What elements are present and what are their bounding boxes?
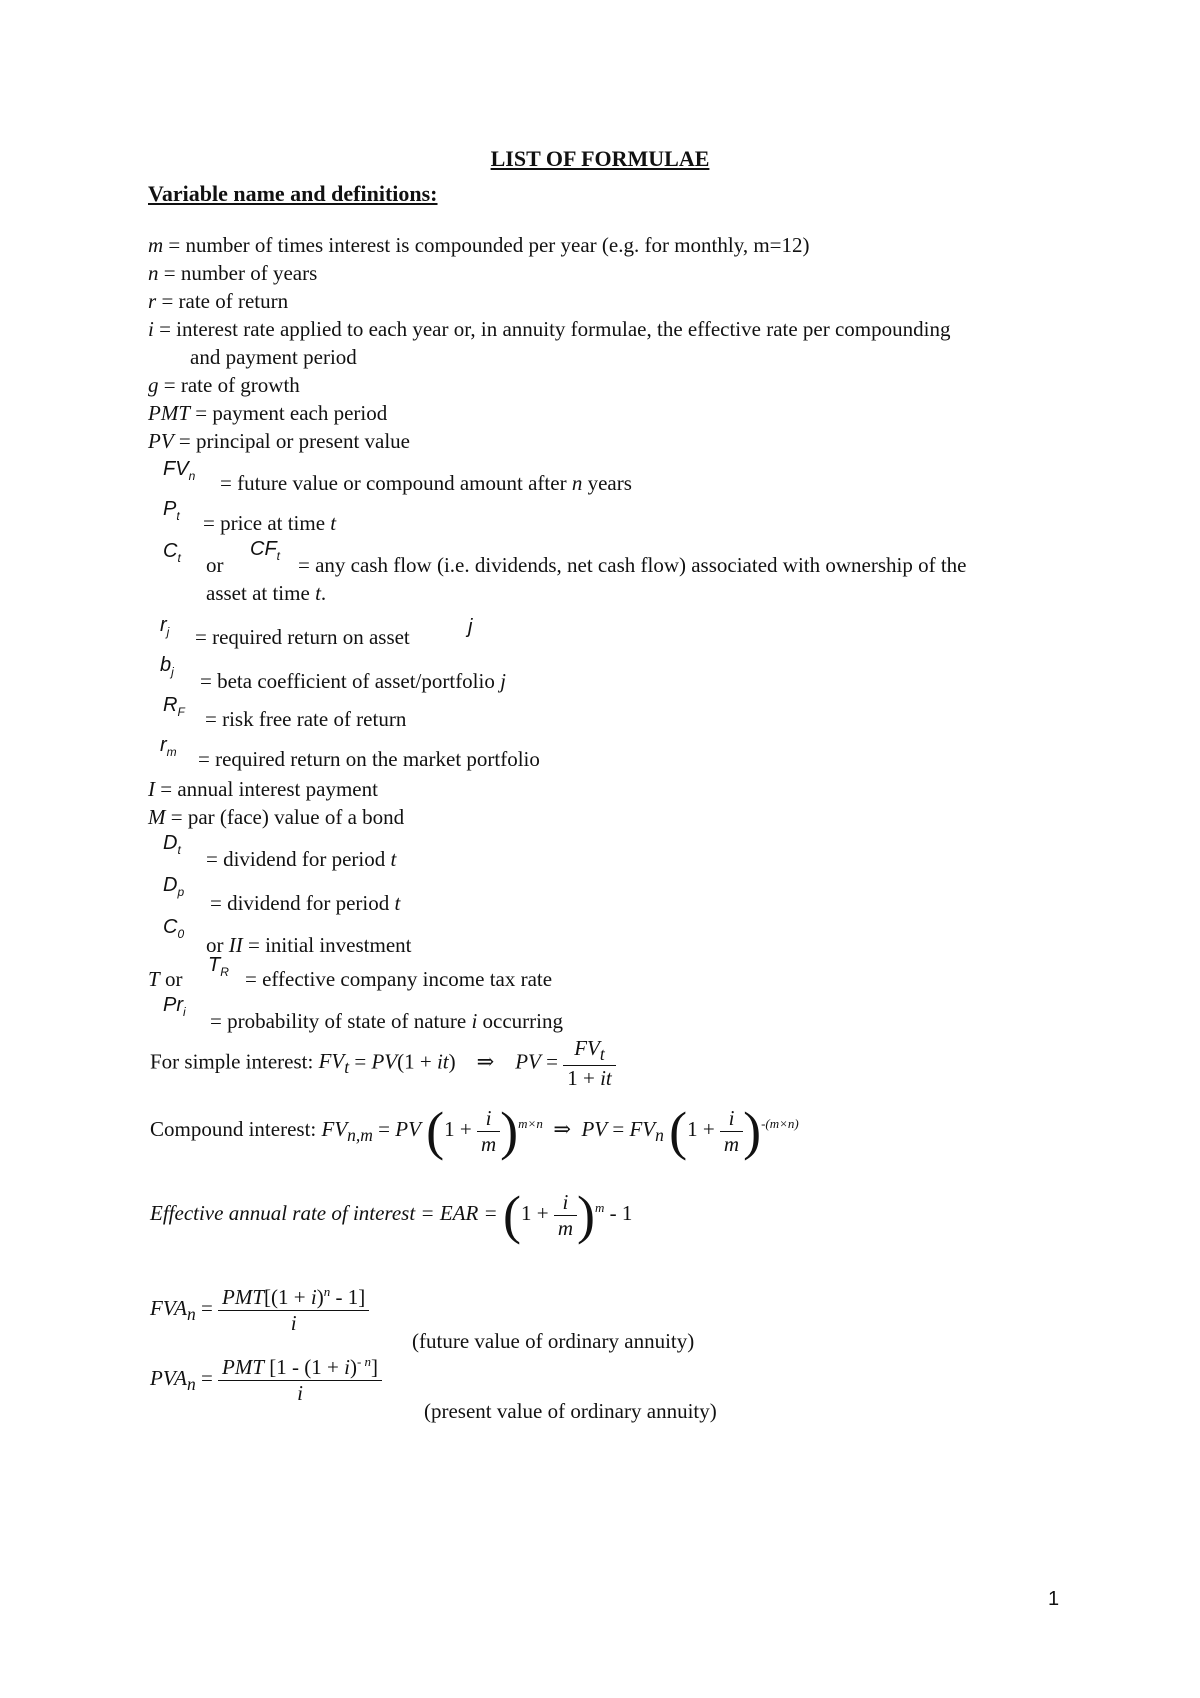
def-dt: = dividend for period t xyxy=(206,847,397,871)
symbol-tr: $T_R$ xyxy=(208,954,229,979)
formula-fva: $FVA_n$ = $\frac{PMT[(1 + i)^n - 1]}{i}$ xyxy=(150,1284,369,1336)
def-tr: = effective company income tax rate xyxy=(245,967,553,991)
symbol-pri: $Pr_i$ xyxy=(163,994,186,1019)
def-ct-cont: asset at time t. xyxy=(206,581,327,605)
def-I: I = annual interest payment xyxy=(148,777,378,801)
formula-pva: $PVA_n$ = $\frac{PMT [1 - (1 + i)^{- n}]}{i}$ xyxy=(150,1354,382,1406)
def-ct-or: or xyxy=(206,553,224,577)
symbol-fvn: $FV_n$ xyxy=(163,458,196,483)
note-pva: (present value of ordinary annuity) xyxy=(424,1399,717,1423)
note-fva: (future value of ordinary annuity) xyxy=(412,1329,695,1353)
symbol-dp: $D_p$ xyxy=(163,874,185,899)
symbol-c0: $C_0$ xyxy=(163,916,185,941)
def-ct: = any cash flow (i.e. dividends, net cash flow) associated with ownership of the xyxy=(298,553,967,577)
def-T: T or xyxy=(148,967,183,991)
formula-simple-interest: For simple interest: $FV_t = PV(1 + it)$ ⇒ PV = $\frac{FV_t}{1 + it}$ xyxy=(150,1036,616,1091)
symbol-dt: $D_t$ xyxy=(163,832,181,857)
def-m: m = number of times interest is compounded per year (e.g. for monthly, m=12) xyxy=(148,233,810,257)
def-rm: = required return on the market portfolio xyxy=(198,747,540,771)
def-fvn: = future value or compound amount after n years xyxy=(220,471,632,495)
def-c0: or II = initial investment xyxy=(206,933,412,957)
def-n: n = number of years xyxy=(148,261,318,285)
def-rf: = risk free rate of return xyxy=(205,707,407,731)
def-M: M = par (face) value of a bond xyxy=(148,805,405,829)
symbol-pt: $P_t$ xyxy=(163,498,180,523)
def-r: r = rate of return xyxy=(148,289,289,313)
symbol-ct: $C_t$ xyxy=(163,540,181,565)
symbol-rf: $R_F$ xyxy=(163,694,185,719)
def-pmt: PMT = payment each period xyxy=(148,401,388,425)
def-pt: = price at time t xyxy=(203,511,337,535)
def-i-cont: and payment period xyxy=(190,345,357,369)
symbol-cft: $CF_t$ xyxy=(250,538,281,563)
def-g: g = rate of growth xyxy=(148,373,300,397)
def-pri: = probability of state of nature i occurring xyxy=(210,1009,563,1033)
symbol-j: j xyxy=(468,616,473,638)
formula-ear: Effective annual rate of interest = EAR = (1 + $\frac{i}{m}$ )$^m$ - 1 xyxy=(150,1185,633,1245)
symbol-bj: $b_j$ xyxy=(160,654,174,679)
page-number: 1 xyxy=(1048,1588,1060,1610)
symbol-rm: $r_m$ xyxy=(160,734,177,759)
page-title: LIST OF FORMULAE xyxy=(490,146,710,171)
def-dp: = dividend for period t xyxy=(210,891,401,915)
def-bj: = beta coefficient of asset/portfolio j xyxy=(200,669,506,693)
formula-compound-interest: Compound interest: $FV_{n,m}$ = PV (1 + $\frac{i}{m}$ )$^{m\times n}$ ⇒ PV = $FV_n$ (1 + $\frac{i}{m}$ )$^{-(m\times n)}$ xyxy=(150,1101,799,1161)
def-pv: PV = principal or present value xyxy=(148,429,410,453)
symbol-rj: $r_j$ xyxy=(160,614,170,639)
def-i: i = interest rate applied to each year or, in annuity formulae, the effective rate per compounding xyxy=(148,317,951,341)
def-rj: = required return on asset xyxy=(195,625,410,649)
section-subtitle: Variable name and definitions: xyxy=(148,181,438,206)
